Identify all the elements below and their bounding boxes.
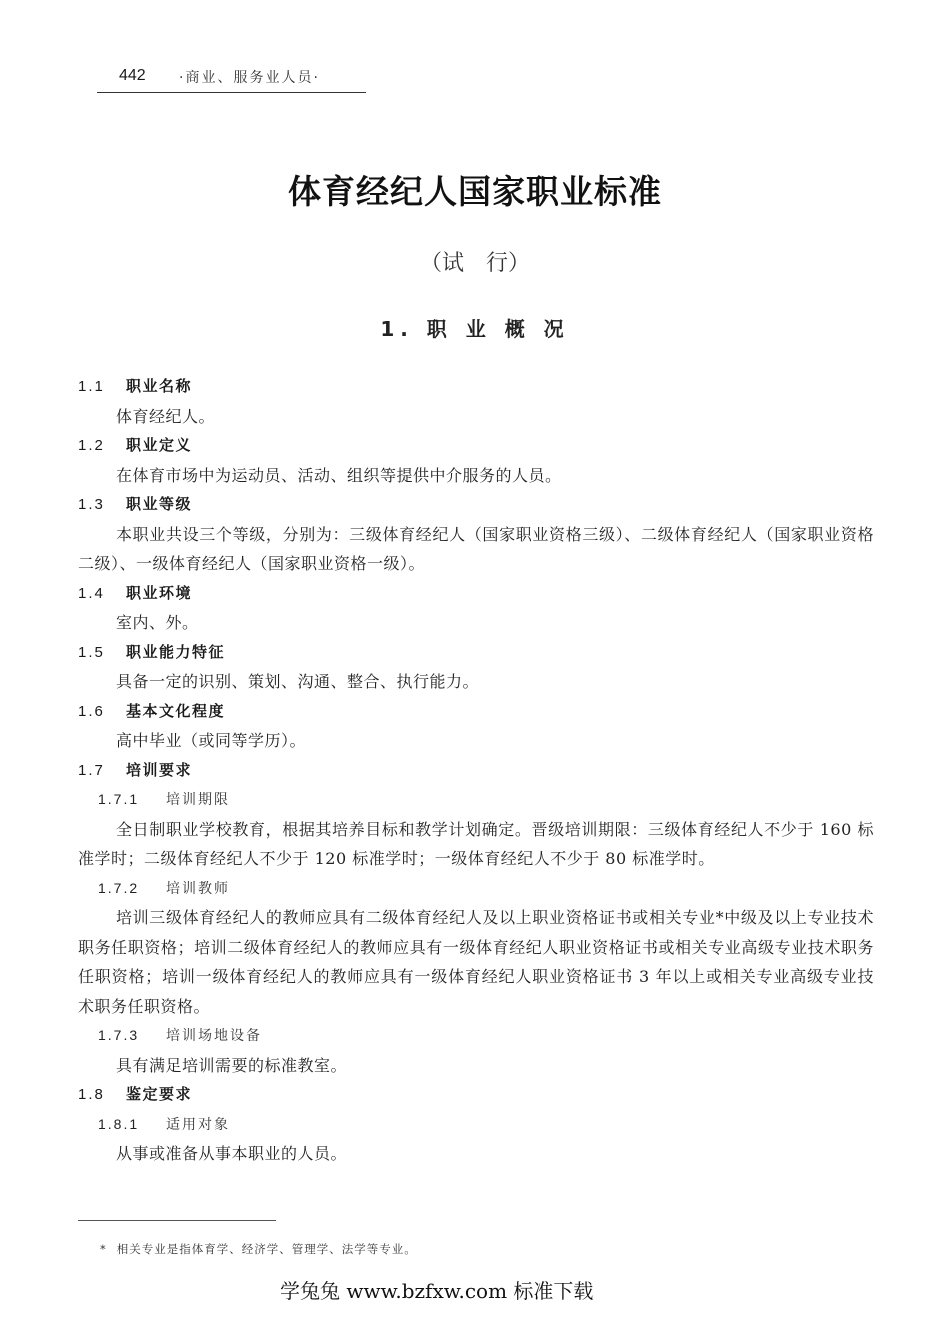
section-heading: 1.7 培训要求 xyxy=(78,760,193,779)
footnote xyxy=(100,1241,417,1257)
document-title: 体育经纪人国家职业标准 xyxy=(288,172,662,211)
document-subtitle: （试 行） xyxy=(419,251,530,276)
section-heading: 1.2 职业定义 xyxy=(78,436,193,454)
subsection-heading: 1.7.1 培训期限 xyxy=(98,791,230,808)
watermark: 学兔兔 www.bzfxw.com 标准下载 xyxy=(280,1279,594,1303)
footnote-divider xyxy=(78,1220,276,1221)
document-body xyxy=(78,372,874,1169)
section-heading: 1.1 职业名称 xyxy=(78,377,193,395)
section-heading: 1.3 职业等级 xyxy=(78,495,193,513)
section-text: 体育经纪人。 xyxy=(116,406,216,426)
subsection-text: 从事或准备从事本职业的人员。 xyxy=(116,1144,348,1163)
subsection-heading: 1.7.2 培训教师 xyxy=(98,879,230,897)
section-heading: 1.6 基本文化程度 xyxy=(78,701,226,720)
page-number: 442 xyxy=(119,67,146,84)
section-text: 在体育市场中为运动员、活动、组织等提供中介服务的人员。 xyxy=(116,465,562,485)
subsection-text: 培训三级体育经纪人的教师应具有二级体育经纪人及以上职业资格证书或相关专业*中级及以上专业技术职务任职资格；培训二级体育经纪人的教师应具有一级体育经纪人职业资格证书或相关专业高级专业技术职务任职资格；培训一级体育经纪人的教师应具有一级体育经纪人职业资格证书 3 年以上或相关专业高级专业技术职务任职资格。 xyxy=(78,908,874,1016)
section-heading: 1.8 鉴定要求 xyxy=(78,1085,193,1103)
subsection-text: 全日制职业学校教育，根据其培养目标和教学计划确定。晋级培训期限：三级体育经纪人不少于 160 标准学时；二级体育经纪人不少于 120 标准学时；一级体育经纪人不少于 80 标准学时。 xyxy=(78,819,874,868)
running-section-title: ·商业、服务业人员· xyxy=(179,70,320,86)
footnote-mark: * xyxy=(100,1242,107,1256)
section-heading: 1.5 职业能力特征 xyxy=(78,642,226,661)
subsection-heading: 1.7.3 培训场地设备 xyxy=(98,1027,262,1044)
footnote-text: 相关专业是指体育学、经济学、管理学、法学等专业。 xyxy=(116,1242,417,1256)
section-text: 高中毕业（或同等学历）。 xyxy=(116,731,307,750)
subsection-heading: 1.8.1 适用对象 xyxy=(98,1115,230,1133)
section-text: 本职业共设三个等级，分别为：三级体育经纪人（国家职业资格三级）、二级体育经纪人（国家职业资格二级）、一级体育经纪人（国家职业资格一级）。 xyxy=(78,524,874,573)
chapter-heading: 1. 职 业 概 况 xyxy=(380,317,570,341)
running-head xyxy=(97,64,366,93)
subsection-text: 具有满足培训需要的标准教室。 xyxy=(116,1055,348,1075)
section-text: 室内、外。 xyxy=(116,613,199,632)
section-heading: 1.4 职业环境 xyxy=(78,583,193,602)
section-text: 具备一定的识别、策划、沟通、整合、执行能力。 xyxy=(116,672,480,691)
